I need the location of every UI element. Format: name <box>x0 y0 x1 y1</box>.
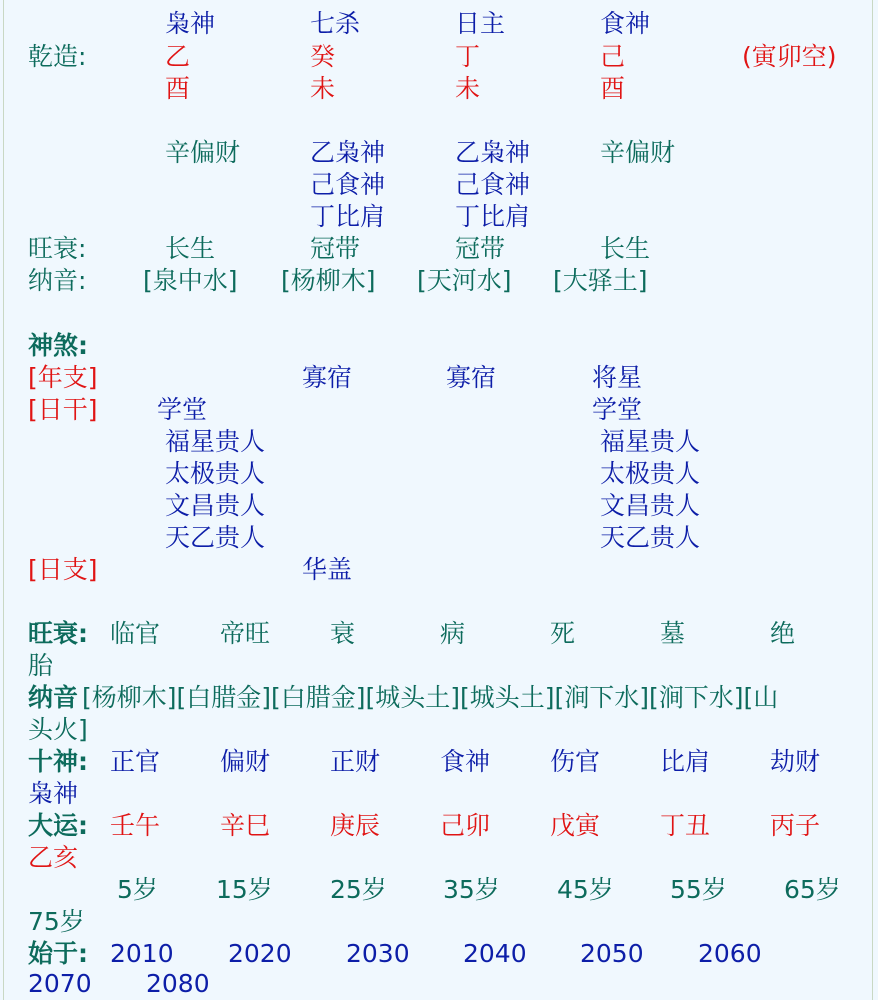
dayun-year-5: 2050 <box>580 939 644 968</box>
wangshuai-hour: 长生 <box>600 234 651 263</box>
dayun-age-7: 65岁 <box>784 875 841 904</box>
dayun-shishen-7: 劫财 <box>770 747 821 776</box>
dayun-shishen-4: 食神 <box>440 747 491 776</box>
page-frame <box>3 0 873 1000</box>
rigan-year-2: 福星贵人 <box>165 427 266 456</box>
dayun-wangshuai-7: 绝 <box>770 619 796 648</box>
tiangan-month: 癸 <box>310 42 336 71</box>
rigan-hour-5: 天乙贵人 <box>600 523 701 552</box>
rizhi-label: [日支] <box>28 555 98 584</box>
nianzhi-day: 寡宿 <box>446 363 497 392</box>
canggan-hour-1: 辛偏财 <box>600 138 676 167</box>
rigan-year-1: 学堂 <box>157 395 208 424</box>
dayun-6: 丁丑 <box>660 811 711 840</box>
tiangan-year: 乙 <box>165 42 191 71</box>
dayun-age-3: 25岁 <box>330 875 387 904</box>
dayun-shishen-2: 偏财 <box>220 747 271 776</box>
dayun-age-5: 45岁 <box>557 875 614 904</box>
rigan-year-4: 文昌贵人 <box>165 491 266 520</box>
rigan-hour-4: 文昌贵人 <box>600 491 701 520</box>
dayun-year-2: 2020 <box>228 939 292 968</box>
nayin-label: 纳音: <box>28 266 87 295</box>
rizhi-month: 华盖 <box>302 555 353 584</box>
dayun-1: 壬午 <box>110 811 161 840</box>
dayun-age-6: 55岁 <box>670 875 727 904</box>
kongwang: (寅卯空) <box>742 42 837 71</box>
shishen-month: 七杀 <box>310 9 361 38</box>
rigan-label: [日干] <box>28 395 98 424</box>
dayun-age-1: 5岁 <box>117 875 158 904</box>
dizhi-hour: 酉 <box>600 74 626 103</box>
shishen-hour: 食神 <box>600 9 651 38</box>
canggan-day-3: 丁比肩 <box>455 202 531 231</box>
nayin-hour: [大驿土] <box>553 266 648 295</box>
shishen-year: 枭神 <box>165 9 216 38</box>
shensha-title: 神煞: <box>28 331 88 360</box>
dayun-nayin-line2: 头火] <box>28 715 88 744</box>
dizhi-year: 酉 <box>165 74 191 103</box>
dayun-wangshuai-4: 病 <box>440 619 466 648</box>
dayun-shishen-8: 枭神 <box>28 779 79 808</box>
dizhi-month: 未 <box>310 74 336 103</box>
wangshuai-year: 长生 <box>165 234 216 263</box>
dayun-2: 辛巳 <box>220 811 271 840</box>
dayun-wangshuai-2: 帝旺 <box>220 619 271 648</box>
dayun-nayin-label: 纳音 <box>28 683 79 712</box>
rigan-year-3: 太极贵人 <box>165 459 266 488</box>
nayin-year: [泉中水] <box>143 266 238 295</box>
dayun-8: 乙亥 <box>28 843 79 872</box>
dayun-3: 庚辰 <box>330 811 381 840</box>
dayun-wangshuai-3: 衰 <box>330 619 356 648</box>
dayun-wangshuai-1: 临官 <box>110 619 161 648</box>
rigan-hour-2: 福星贵人 <box>600 427 701 456</box>
dayun-wangshuai-5: 死 <box>550 619 576 648</box>
canggan-month-3: 丁比肩 <box>310 202 386 231</box>
dayun-shishen-6: 比肩 <box>660 747 711 776</box>
dayun-year-3: 2030 <box>346 939 410 968</box>
nianzhi-hour: 将星 <box>592 363 643 392</box>
rigan-hour-3: 太极贵人 <box>600 459 701 488</box>
canggan-month-2: 己食神 <box>310 170 386 199</box>
wangshuai-month: 冠带 <box>310 234 361 263</box>
rigan-year-5: 天乙贵人 <box>165 523 266 552</box>
nayin-day: [天河水] <box>417 266 512 295</box>
dayun-wangshuai-6: 墓 <box>660 619 686 648</box>
dayun-year-4: 2040 <box>463 939 527 968</box>
dayun-7: 丙子 <box>770 811 821 840</box>
dayun-year-1: 2010 <box>110 939 174 968</box>
canggan-year-1: 辛偏财 <box>165 138 241 167</box>
dayun-wangshuai-label: 旺衰: <box>28 619 88 648</box>
tiangan-day: 丁 <box>455 42 481 71</box>
dayun-shishen-5: 伤官 <box>550 747 601 776</box>
wangshuai-label: 旺衰: <box>28 234 87 263</box>
dayun-age-4: 35岁 <box>443 875 500 904</box>
rigan-hour-1: 学堂 <box>592 395 643 424</box>
dayun-year-7: 2070 <box>28 969 92 998</box>
nianzhi-month: 寡宿 <box>302 363 353 392</box>
dayun-shishen-3: 正财 <box>330 747 381 776</box>
shishen-day: 日主 <box>455 9 506 38</box>
canggan-month-1: 乙枭神 <box>310 138 386 167</box>
dayun-age-2: 15岁 <box>216 875 273 904</box>
canggan-day-1: 乙枭神 <box>455 138 531 167</box>
dizhi-day: 未 <box>455 74 481 103</box>
nianzhi-label: [年支] <box>28 363 98 392</box>
dayun-year-8: 2080 <box>146 969 210 998</box>
dayun-shishen-label: 十神: <box>28 747 88 776</box>
dayun-nayin-line1: [杨柳木][白腊金][白腊金][城头土][城头土][涧下水][涧下水][山 <box>82 683 779 712</box>
dayun-age-8: 75岁 <box>28 907 85 936</box>
dayun-shishen-1: 正官 <box>110 747 161 776</box>
nayin-month: [杨柳木] <box>281 266 376 295</box>
dayun-wangshuai-8: 胎 <box>28 651 54 680</box>
dayun-start-label: 始于: <box>28 939 88 968</box>
wangshuai-day: 冠带 <box>455 234 506 263</box>
dayun-5: 戊寅 <box>550 811 601 840</box>
dayun-label: 大运: <box>28 811 88 840</box>
dayun-4: 己卯 <box>440 811 491 840</box>
qianzao-label: 乾造: <box>28 42 87 71</box>
dayun-year-6: 2060 <box>698 939 762 968</box>
canggan-day-2: 己食神 <box>455 170 531 199</box>
tiangan-hour: 己 <box>600 42 626 71</box>
